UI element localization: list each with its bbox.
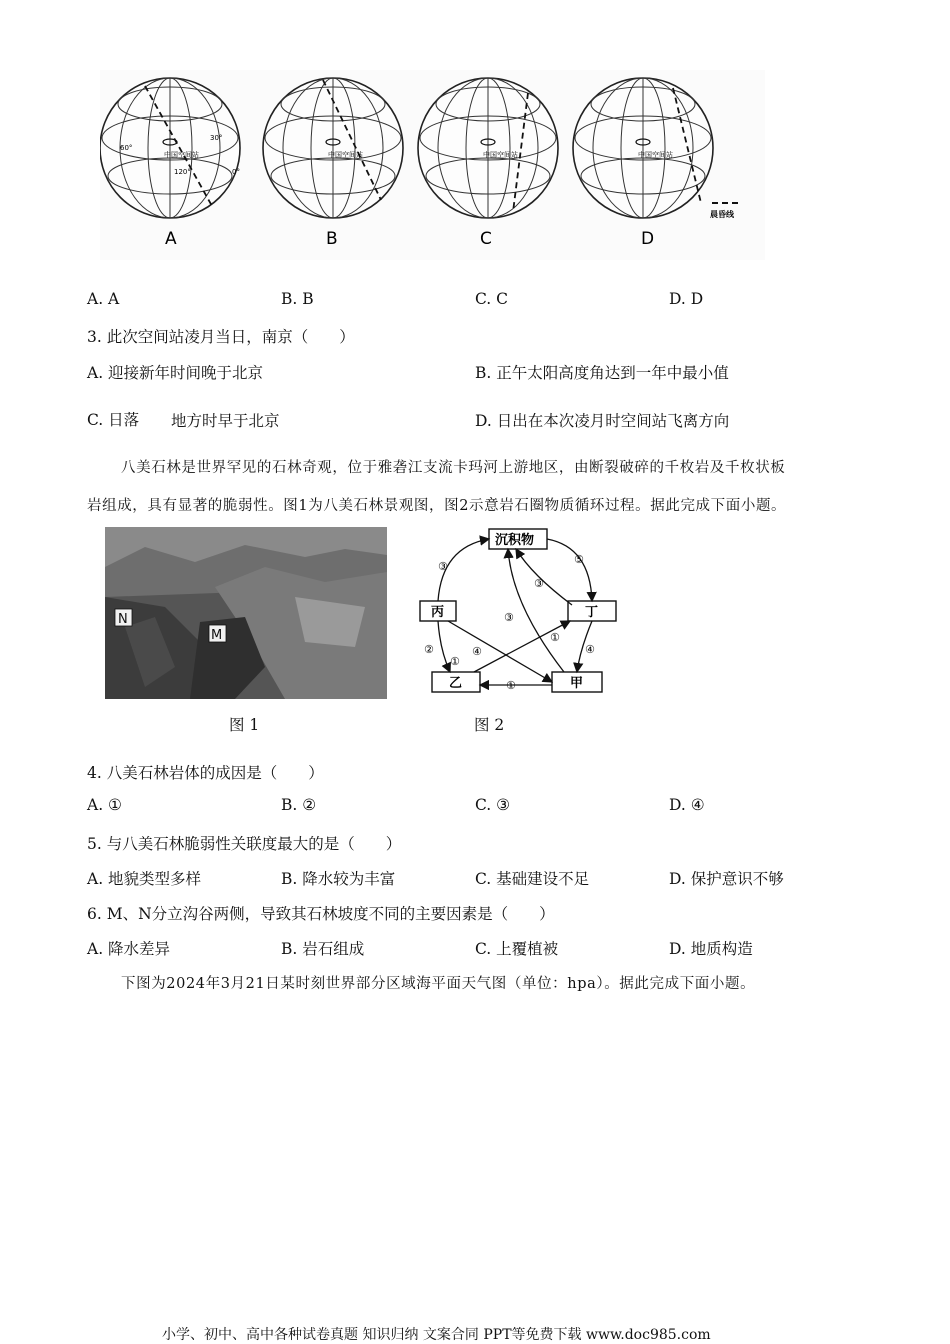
q5-stem: 5. 与八美石林脆弱性关联度最大的是（ ）	[87, 835, 402, 853]
arrow-label: ④	[472, 645, 482, 658]
q2-option-a: A. A	[87, 290, 120, 308]
arrow-label: ①	[506, 679, 516, 692]
q5-option-c: C. 基础建设不足	[475, 870, 590, 888]
figure2-caption: 图 2	[474, 716, 505, 734]
globe-caption: 中国空间站	[328, 151, 363, 159]
figure1-photo	[105, 527, 387, 699]
arrow-label: ①	[450, 655, 460, 668]
q4-option-a: A. ①	[87, 796, 122, 814]
panel-label-d: D	[641, 229, 655, 249]
q6-option-c: C. 上覆植被	[475, 940, 559, 958]
q3-stem: 3. 此次空间站凌月当日，南京（ ）	[87, 328, 355, 346]
degree-label: 120°	[174, 168, 191, 176]
arrow-label: ②	[424, 643, 434, 656]
degree-label: 0°	[232, 168, 240, 176]
q5-option-d: D. 保护意识不够	[669, 870, 784, 888]
q6-option-a: A. 降水差异	[87, 940, 171, 958]
label-n: N	[118, 612, 128, 627]
node-jia-label: 甲	[570, 676, 584, 691]
q3-option-d: D. 日出在本次凌月时空间站飞离方向	[475, 412, 730, 430]
globe-c	[418, 78, 558, 218]
q2-option-b: B. B	[281, 290, 314, 308]
globe-b	[263, 78, 403, 218]
figure2-diagram	[412, 525, 627, 703]
globe-caption: 中国空间站	[483, 151, 518, 159]
degree-label: 30°	[210, 134, 223, 142]
arrow-label: ③	[438, 560, 448, 573]
panel-label-b: B	[326, 229, 338, 249]
arrow-label: ⑤	[574, 553, 584, 566]
node-sediment-label: 沉积物	[495, 533, 535, 548]
label-m: M	[211, 628, 223, 643]
node-ding-label: 丁	[585, 605, 599, 620]
q4-stem: 4. 八美石林岩体的成因是（ ）	[87, 764, 324, 782]
panel-label-a: A	[165, 229, 177, 249]
globe-d	[573, 78, 713, 218]
q3-option-a: A. 迎接新年时间晚于北京	[87, 364, 264, 382]
arrow-label: ③	[534, 577, 544, 590]
q6-stem: 6. M、N分立沟谷两侧，导致其石林坡度不同的主要因素是（ ）	[87, 905, 555, 923]
q3-option-c-rest: 地方时早于北京	[171, 412, 280, 430]
q6-option-b: B. 岩石组成	[281, 940, 365, 958]
arrow-label: ③	[504, 611, 514, 624]
passage1-line1: 八美石林是世界罕见的石林奇观，位于雅砻江支流卡玛河上游地区，由断裂破碎的千枚岩及千枚状板	[121, 460, 786, 476]
degree-label: 60°	[120, 144, 133, 152]
q3-option-b: B. 正午太阳高度角达到一年中最小值	[475, 364, 729, 382]
q5-option-b: B. 降水较为丰富	[281, 870, 396, 888]
node-yi-label: 乙	[449, 676, 463, 691]
globes-figure	[100, 70, 765, 260]
globe-caption: 中国空间站	[638, 151, 673, 159]
q2-option-c: C. C	[475, 290, 509, 308]
passage2: 下图为2024年3月21日某时刻世界部分区域海平面天气图（单位：hpa）。据此完成下面小题。	[121, 976, 756, 992]
panel-label-c: C	[480, 229, 492, 249]
q5-option-a: A. 地貌类型多样	[87, 870, 202, 888]
legend-label: 晨昏线	[710, 210, 734, 219]
figure1-caption: 图 1	[229, 716, 260, 734]
q4-option-c: C. ③	[475, 796, 511, 814]
footer-banner: 小学、初中、高中各种试卷真题 知识归纳 文案合同 PPT等免费下载 www.doc985.com	[162, 1327, 711, 1343]
globe-caption: 中国空间站	[164, 151, 199, 159]
q3-option-c: C. 日落	[87, 411, 140, 429]
passage1-line2: 岩组成，具有显著的脆弱性。图1为八美石林景观图，图2示意岩石圈物质循环过程。据此完成下面小题。	[87, 498, 787, 514]
q6-option-d: D. 地质构造	[669, 940, 753, 958]
arrow-label: ①	[550, 631, 560, 644]
q2-option-d: D. D	[669, 290, 704, 308]
q4-option-d: D. ④	[669, 796, 705, 814]
node-bing-label: 丙	[431, 605, 445, 620]
q4-option-b: B. ②	[281, 796, 317, 814]
arrow-label: ④	[585, 643, 595, 656]
